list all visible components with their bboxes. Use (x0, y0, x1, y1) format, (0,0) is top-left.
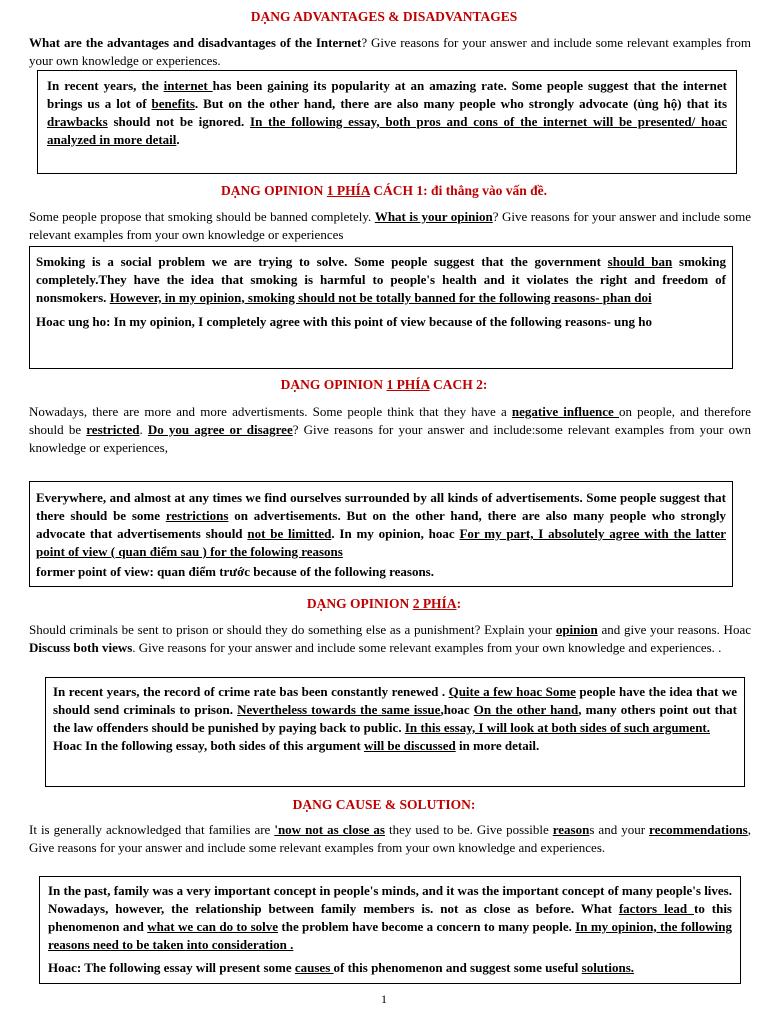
text-run: , many others point out that the law offenders should be punished by paying back to public. (53, 701, 738, 735)
text-run: CACH 2: (429, 377, 488, 392)
text-run: solutions. (581, 959, 635, 975)
text-run: 1 PHÍA (326, 183, 370, 198)
essay-box (39, 876, 741, 984)
text-run: not be limitted (247, 525, 332, 541)
text-run: recommendations (649, 822, 748, 837)
text-run: on advertisements. But on the other hand, there are also many people who strongly advocate that advertisements should (36, 507, 726, 541)
text-run: In this essay, I will look at both sides of such argument. (404, 719, 711, 735)
text-run: 'now not as close as (274, 822, 385, 837)
text-run: Some people propose that smoking should be banned completely. (29, 209, 375, 224)
text-run: in more detail. (455, 737, 540, 753)
text-run: should not be ignored. (107, 113, 251, 129)
text-run: negative influence (511, 404, 619, 419)
text-run: ? Give reasons for your answer and include some relevant examples from your own knowledge or experiences (29, 209, 751, 242)
page-number: 1 (381, 992, 387, 1006)
text-run: . (176, 131, 180, 147)
essay-box (29, 481, 733, 587)
text-run: However, in my opinion, smoking should not be totally banned for the following reasons- phan doi (109, 289, 652, 305)
text-run: In the following essay, both pros and cons of the internet will be presented/ hoac analyzed in more detail (47, 113, 727, 147)
text-run: , Give reasons for your answer and include some relevant examples from your own knowledge and experiences. (29, 822, 751, 855)
text-run: benefits (151, 95, 195, 111)
text-run: 1 PHÍA (386, 377, 430, 392)
box-paragraph (36, 563, 726, 581)
text-run: Smoking is a social problem we are trying to solve. Some people suggest that the government (36, 254, 608, 269)
section-heading: DẠNG ADVANTAGES & DISADVANTAGES (250, 9, 518, 24)
text-run: to this phenomenon and (48, 900, 732, 934)
box-paragraph (48, 882, 732, 954)
text-run: causes (294, 959, 334, 975)
text-run: ? Give reasons for your answer and include:some relevant examples from your own knowledge or experiences, (29, 421, 751, 455)
box-paragraph (36, 253, 726, 307)
text-run: of this phenomenon and suggest some useful (333, 959, 582, 975)
essay-box (45, 677, 745, 787)
question-text (29, 621, 751, 657)
box-paragraph (53, 683, 737, 737)
essay-box (29, 246, 733, 369)
text-run: Quite a few hoac Some (448, 684, 576, 699)
text-run: . (139, 421, 148, 437)
text-run: drawbacks (47, 113, 108, 129)
text-run: Nowadays, there are more and more advertisments. Some people think that they have a (29, 404, 512, 419)
text-run: . Give reasons for your answer and include some relevant examples from your own knowledge and experiences. . (132, 639, 722, 655)
text-run: What is your opinion (374, 209, 493, 224)
text-run: what we can do to solve (147, 918, 279, 934)
text-run: the problem have become a concern to many people. (278, 918, 576, 934)
text-run: . In my opinion, hoac (331, 525, 460, 541)
question-text (29, 208, 751, 244)
text-run: s and your (589, 822, 650, 837)
section-heading: DẠNG CAUSE & SOLUTION: (292, 797, 476, 812)
box-paragraph (36, 313, 726, 331)
text-run: : (456, 596, 462, 611)
box-paragraph (47, 77, 727, 149)
text-run: In my opinion, the following reasons need to be taken into consideration . (48, 918, 732, 952)
text-run: DẠNG OPINION (221, 183, 327, 198)
text-run: internet (163, 78, 213, 93)
text-run: on people, and therefore should be (29, 404, 751, 437)
section-heading (0, 377, 768, 393)
text-run: has been gaining its popularity at an amazing rate. Some people suggest that the internet brings us a lot of (47, 78, 727, 111)
text-run: Hoac In the following essay, both sides of this argument (53, 737, 364, 753)
text-run: . But on the other hand, there are also many people who strongly advocate (ủng hộ) that its (194, 95, 727, 111)
text-run: ,hoac (440, 701, 474, 717)
text-run: factors lead (618, 900, 695, 916)
text-run: will be discussed (363, 737, 456, 753)
essay-box (37, 70, 737, 174)
text-run: Should criminals be sent to prison or should they do something else as a punishment? Explain your (29, 622, 556, 637)
box-paragraph (53, 737, 737, 755)
text-run: restrictions (165, 507, 229, 523)
text-run: DẠNG OPINION (280, 377, 387, 392)
text-run: Discuss both views (29, 639, 133, 655)
text-run: ? Give reasons for your answer and include some relevant examples from your own knowledge or experiences. (29, 35, 752, 68)
text-run: DẠNG OPINION (306, 596, 413, 611)
text-run: people have the idea that we should send criminals to prison. (53, 684, 737, 717)
text-run: reason (552, 822, 590, 837)
text-run: they used to be. Give possible (384, 822, 553, 837)
text-run: In recent years, the (47, 78, 164, 93)
text-run: CÁCH 1: đi thẳng vào vấn đề. (369, 183, 547, 198)
text-run: opinion (555, 622, 598, 637)
text-run: In recent years, the record of crime rate bas been constantly renewed . (53, 684, 449, 699)
box-paragraph (36, 489, 726, 561)
text-run: former point of view: quan điểm trước because of the following reasons. (36, 563, 434, 579)
text-run: restricted (86, 421, 140, 437)
text-run: smoking completely.They have the idea that smoking is harmful to people's health and it violates the right and freedom of nonsmokers. (36, 254, 726, 305)
text-run: Hoac ung ho: In my opinion, I completely agree with this point of view because of the following reasons- ung ho (36, 313, 652, 329)
section-heading (0, 596, 768, 612)
text-run: What are the advantages and disadvantages of the Internet (29, 35, 362, 50)
text-run: and give your reasons. Hoac (597, 622, 751, 637)
question-text (29, 34, 751, 70)
text-run: 2 PHÍA (412, 596, 457, 611)
text-run: should ban (607, 254, 673, 269)
text-run: Nevertheless towards the same issue (237, 701, 441, 717)
section-heading (0, 183, 768, 199)
question-text (29, 821, 751, 857)
text-run: In the past, family was a very important concept in people's minds, and it was the important concept of many people's lives. Nowadays, however, the relationship between family members is. not as close as before. What (48, 883, 732, 916)
text-run: Hoac: The following essay will present some (48, 959, 295, 975)
box-paragraph (48, 959, 732, 977)
text-run: For my part, I absolutely agree with the latter point of view ( quan điểm sau ) for the folowing reasons (36, 525, 727, 559)
text-run: Do you agree or disagree (147, 421, 293, 437)
text-run: Everywhere, and almost at any times we find ourselves surrounded by all kinds of advertisements. Some people suggest that there should be some (36, 490, 726, 523)
text-run: It is generally acknowledged that families are (29, 822, 275, 837)
text-run: On the other hand (473, 701, 579, 717)
question-text (29, 403, 751, 457)
